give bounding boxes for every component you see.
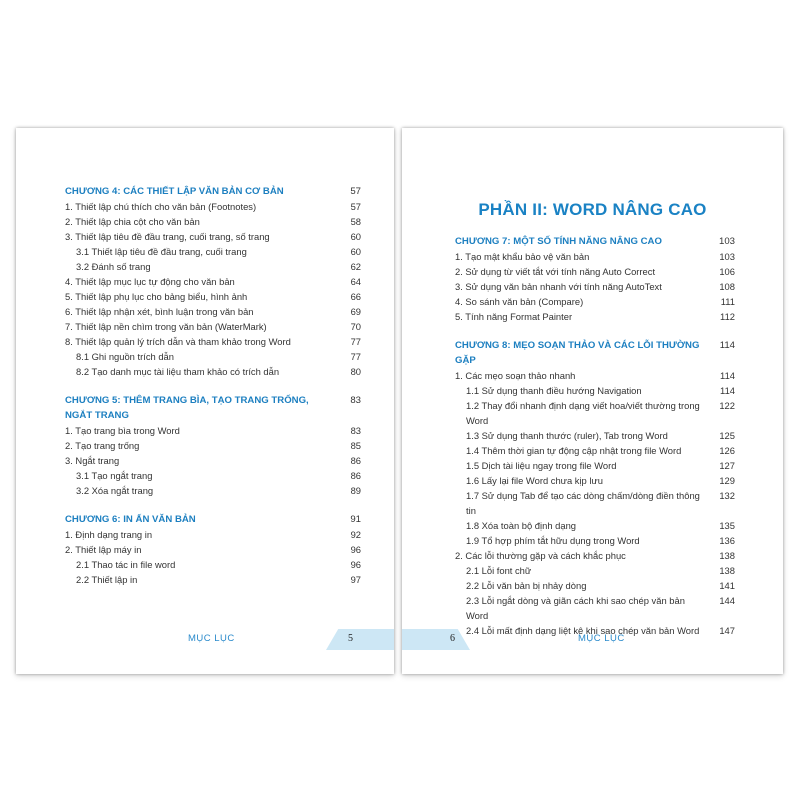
toc-entry-title: 2. Thiết lập chia cột cho văn bản [65,216,200,227]
toc-entry-page: 89 [350,485,361,496]
toc-subitem [65,572,361,587]
toc-entry-title: 1. Định dạng trang in [65,529,153,540]
toc-entry-title: 2. Tạo trang trống [65,440,140,451]
toc-entry-page: 86 [350,470,361,481]
toc-entry-page: 97 [350,574,361,585]
toc-subitem [65,349,361,364]
toc-entry-page: 57 [350,186,361,197]
toc-chapter-heading [65,184,361,199]
page-number: 5 [348,633,353,644]
toc-spacer [455,324,735,338]
toc-subitem [65,244,361,259]
toc-subitem [65,557,361,572]
toc-entry-title: 2.2 Thiết lập in [76,574,138,585]
toc-entry-title: 3.2 Đánh số trang [76,261,151,272]
toc-entry-page: 147 [719,625,735,636]
toc-subitem [455,428,735,443]
toc-item [65,319,361,334]
toc-entry-page: 96 [350,559,361,570]
toc-entry-title: 3. Ngắt trang [65,455,120,466]
toc-entry-title: CHƯƠNG 5: THÊM TRANG BÌA, TẠO TRANG TRỐNG, NGẮT TRANG [65,395,309,421]
toc-entry-title: 4. So sánh văn bản (Compare) [455,296,584,307]
toc-item [65,438,361,453]
toc-entry-title: 2.1 Thao tác in file word [76,559,176,570]
toc-entry-title: 8. Thiết lập quản lý trích dẫn và tham khảo trong Word [65,336,291,347]
toc-entry-title: 1.5 Dịch tài liệu ngay trong file Word [466,460,617,471]
toc-entry-page: 83 [350,425,361,436]
toc-item [65,334,361,349]
toc-spacer [65,379,361,393]
toc-entry-page: 122 [719,400,735,411]
toc-subitem [455,518,735,533]
toc-item [455,368,735,383]
toc-entry-title: CHƯƠNG 8: MẸO SOẠN THẢO VÀ CÁC LỖI THƯỜNG GẶP [455,340,700,366]
table-of-contents-right [455,234,735,638]
toc-entry-page: 58 [350,216,361,227]
toc-entry-page: 108 [719,281,735,292]
toc-subitem [455,458,735,473]
toc-chapter-heading [455,338,735,368]
toc-entry-page: 125 [719,430,735,441]
page-number-tab [326,629,394,650]
toc-item [65,229,361,244]
footer-label: MỤC LỤC [578,633,625,644]
toc-item [65,304,361,319]
part-title: PHẦN II: WORD NÂNG CAO [478,200,707,219]
toc-entry-title: 1.4 Thêm thời gian tự động cập nhật trong file Word [466,445,682,456]
toc-entry-title: 1.6 Lấy lại file Word chưa kịp lưu [466,475,603,486]
toc-entry-title: 2.1 Lỗi font chữ [466,565,532,576]
toc-entry-title: 2.3 Lỗi ngắt dòng và giãn cách khi sao chép văn bản Word [466,595,685,621]
toc-entry-title: 2.2 Lỗi văn bản bị nhảy dòng [466,580,587,591]
toc-entry-title: 1.7 Sử dụng Tab để tạo các dòng chấm/dòng điền thông tin [466,490,700,516]
toc-entry-title: 1.9 Tổ hợp phím tắt hữu dụng trong Word [466,535,640,546]
toc-entry-page: 77 [350,336,361,347]
toc-entry-page: 112 [720,311,735,322]
toc-entry-page: 80 [350,366,361,377]
toc-entry-title: 8.1 Ghi nguồn trích dẫn [76,351,174,362]
toc-entry-page: 135 [719,520,735,531]
toc-entry-title: 1. Các mẹo soạn thảo nhanh [455,370,576,381]
toc-entry-page: 114 [720,370,735,381]
toc-entry-page: 114 [720,385,735,396]
toc-item [65,542,361,557]
toc-entry-page: 114 [719,340,735,351]
toc-subitem [455,443,735,458]
toc-entry-page: 69 [350,306,361,317]
toc-spacer [65,498,361,512]
toc-entry-page: 132 [719,490,735,501]
toc-item [65,423,361,438]
toc-entry-page: 138 [719,550,735,561]
toc-subitem [455,593,735,623]
toc-entry-page: 111 [720,296,735,307]
toc-entry-title: 2. Các lỗi thường gặp và cách khắc phục [455,550,626,561]
left-page [16,128,394,674]
toc-entry-title: 5. Thiết lập phụ lục cho bảng biểu, hình ảnh [65,291,248,302]
toc-subitem [65,483,361,498]
toc-chapter-heading [455,234,735,249]
toc-entry-title: 7. Thiết lập nền chìm trong văn bản (WaterMark) [65,321,267,332]
toc-item [65,453,361,468]
toc-entry-title: 4. Thiết lập mục lục tự động cho văn bản [65,276,235,287]
toc-entry-page: 136 [719,535,735,546]
toc-entry-page: 144 [719,595,735,606]
toc-entry-title: 1.8 Xóa toàn bộ định dạng [466,520,576,531]
toc-entry-title: 6. Thiết lập nhận xét, bình luận trong văn bản [65,306,254,317]
toc-entry-page: 57 [350,201,361,212]
toc-entry-page: 60 [350,246,361,257]
toc-entry-page: 103 [718,236,735,247]
toc-subitem [455,473,735,488]
toc-entry-title: 3. Thiết lập tiêu đề đầu trang, cuối trang, số trang [65,231,270,242]
toc-entry-title: CHƯƠNG 7: MỘT SỐ TÍNH NĂNG NÂNG CAO [455,236,662,247]
toc-subitem [455,488,735,518]
page-number: 6 [450,633,455,644]
toc-item [455,548,735,563]
toc-entry-page: 127 [719,460,735,471]
toc-chapter-heading [65,512,361,527]
toc-item [455,249,735,264]
toc-subitem [455,383,735,398]
toc-entry-title: 2. Thiết lập máy in [65,544,142,555]
toc-subitem [65,468,361,483]
toc-entry-page: 86 [350,455,361,466]
toc-entry-page: 64 [350,276,361,287]
toc-subitem [65,259,361,274]
toc-item [455,279,735,294]
toc-entry-page: 129 [719,475,735,486]
toc-entry-page: 126 [719,445,735,456]
toc-entry-title: 3.1 Tạo ngắt trang [76,470,153,481]
toc-subitem [455,563,735,578]
table-of-contents-left [65,184,361,587]
toc-entry-title: 1. Tạo mật khẩu bảo vệ văn bản [455,251,590,262]
toc-subitem [455,578,735,593]
toc-entry-title: 1.2 Thay đổi nhanh định dạng viết hoa/viết thường trong Word [466,400,700,426]
toc-entry-page: 138 [719,565,735,576]
toc-item [455,309,735,324]
toc-entry-page: 60 [350,231,361,242]
toc-entry-page: 141 [719,580,735,591]
toc-subitem [65,364,361,379]
toc-entry-page: 85 [350,440,361,451]
toc-entry-title: 3. Sử dụng văn bản nhanh với tính năng AutoText [455,281,662,292]
footer-label: MỤC LỤC [188,633,235,644]
toc-item [65,289,361,304]
toc-entry-page: 70 [350,321,361,332]
toc-entry-title: 3.2 Xóa ngắt trang [76,485,154,496]
toc-entry-page: 96 [350,544,361,555]
toc-entry-title: 8.2 Tạo danh mục tài liệu tham khảo có trích dẫn [76,366,280,377]
toc-entry-title: 1.3 Sử dụng thanh thước (ruler), Tab trong Word [466,430,668,441]
right-page [402,128,783,674]
toc-item [455,294,735,309]
toc-entry-title: CHƯƠNG 6: IN ẤN VĂN BẢN [65,514,196,525]
toc-subitem [455,533,735,548]
toc-item [65,199,361,214]
toc-item [65,527,361,542]
toc-entry-page: 66 [350,291,361,302]
toc-item [455,264,735,279]
toc-subitem [455,398,735,428]
toc-entry-title: 2.4 Lỗi mất định dạng liệt kê khi sao chép văn bản Word [466,625,700,636]
toc-entry-page: 106 [719,266,735,277]
toc-entry-title: CHƯƠNG 4: CÁC THIẾT LẬP VĂN BẢN CƠ BẢN [65,186,284,197]
toc-entry-title: 5. Tính năng Format Painter [455,311,573,322]
toc-entry-page: 103 [719,251,735,262]
toc-entry-page: 62 [350,261,361,272]
toc-entry-title: 3.1 Thiết lập tiêu đề đầu trang, cuối trang [76,246,247,257]
toc-item [65,214,361,229]
toc-entry-page: 77 [350,351,361,362]
toc-entry-title: 1. Tạo trang bìa trong Word [65,425,180,436]
toc-entry-page: 91 [350,514,361,525]
toc-entry-page: 83 [350,395,361,406]
toc-entry-page: 92 [350,529,361,540]
toc-entry-title: 1.1 Sử dụng thanh điều hướng Navigation [466,385,642,396]
toc-entry-title: 2. Sử dụng từ viết tắt với tính năng Auto Correct [455,266,656,277]
toc-chapter-heading [65,393,361,423]
toc-entry-title: 1. Thiết lập chú thích cho văn bản (Footnotes) [65,201,257,212]
toc-item [65,274,361,289]
